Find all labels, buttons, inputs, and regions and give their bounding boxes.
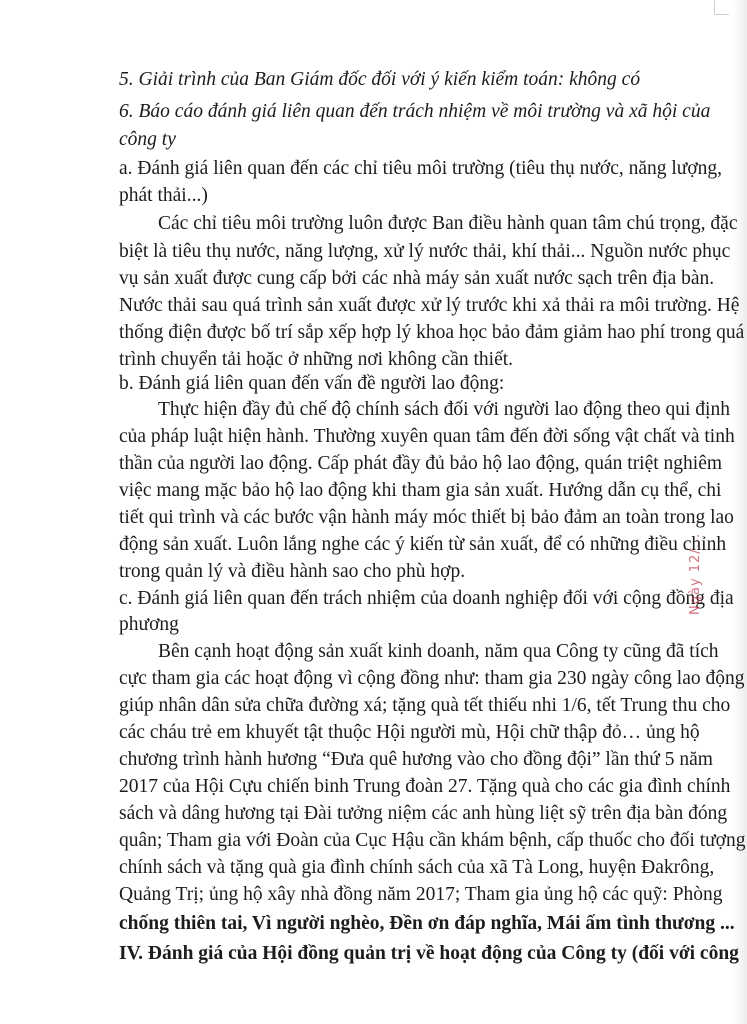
paragraph-line: Bên cạnh hoạt động sản xuất kinh doanh, năm qua Công ty cũng đã tích — [158, 641, 719, 662]
section-heading-5: 5. Giải trình của Ban Giám đốc đối với ý kiến kiểm toán: không có — [119, 69, 641, 90]
paragraph-line: 2017 của Hội Cựu chiến binh Trung đoàn 27. Tặng quà cho các gia đình chính — [119, 776, 731, 797]
section-heading-iv-cont: IV. Đánh giá của Hội đồng quản trị về hoạt động của Công ty (đối với công — [119, 943, 739, 964]
paragraph-line: cực tham gia các hoạt động vì cộng đồng như: tham gia 230 ngày công lao động — [119, 668, 745, 689]
paragraph-line: Quảng Trị; ủng hộ xây nhà đồng năm 2017; Tham gia ủng hộ các quỹ: Phòng — [119, 884, 723, 905]
paragraph-line: chính sách và tặng quà gia đình chính sách của xã Tà Long, huyện Đakrông, — [119, 857, 715, 878]
paragraph-line: các cháu trẻ em khuyết tật thuộc Hội người mù, Hội chữ thập đỏ… ủng hộ — [119, 722, 700, 743]
paragraph-line: sách và dâng hương tại Đài tưởng niệm các anh hùng liệt sỹ trên địa bàn đóng — [119, 803, 728, 824]
paragraph-line: biệt là tiêu thụ nước, năng lượng, xử lý nước thải, khí thải... Nguồn nước phục — [119, 241, 731, 262]
margin-annotation: Ngày 12/... — [688, 532, 703, 615]
paragraph-line: việc mang mặc bảo hộ lao động khi tham gia sản xuất. Hướng dẫn cụ thể, chi — [119, 480, 722, 501]
paragraph-line: chương trình hành hương “Đưa quê hương vào cho đồng đội” lần thứ 5 năm — [119, 749, 713, 770]
paragraph-line: giúp nhân dân sửa chữa đường xá; tặng quà tết thiếu nhi 1/6, tết Trung thu cho — [119, 695, 731, 716]
paragraph-line: thống điện được bố trí sắp xếp hợp lý khoa học bảo đảm giảm hao phí trong quá — [119, 322, 745, 343]
paragraph-line: vụ sản xuất được cung cấp bởi các nhà máy sản xuất nước sạch trên địa bàn. — [119, 268, 715, 289]
paragraph-line: Thực hiện đầy đủ chế độ chính sách đối với người lao động theo qui định — [158, 399, 730, 420]
subheading-a-cont: phát thải...) — [119, 185, 208, 206]
section-heading-iv: chống thiên tai, Vì người nghèo, Đền ơn đáp nghĩa, Mái ấm tình thương ... — [119, 913, 735, 934]
paragraph-line: động sản xuất. Luôn lắng nghe các ý kiến từ sản xuất, để có những điều chỉnh — [119, 534, 727, 555]
paragraph-line: trình chuyển tải hoặc ở những nơi không cần thiết. — [119, 349, 514, 370]
paragraph-line: tiết qui trình và các bước vận hành máy móc thiết bị bảo đảm an toàn trong lao — [119, 507, 734, 528]
section-heading-6-cont: công ty — [119, 129, 176, 150]
paragraph-line: trong quản lý và điều hành sao cho phù hợp. — [119, 561, 466, 582]
paragraph-line: thần của người lao động. Cấp phát đầy đủ bảo hộ lao động, quán triệt nghiêm — [119, 453, 723, 474]
subheading-b: b. Đánh giá liên quan đến vấn đề người lao động: — [119, 373, 505, 394]
paragraph-line: quân; Tham gia với Đoàn của Cục Hậu cần khám bệnh, cấp thuốc cho đối tượng — [119, 830, 746, 851]
paragraph-line: Các chỉ tiêu môi trường luôn được Ban điều hành quan tâm chú trọng, đặc — [158, 213, 738, 234]
subheading-a: a. Đánh giá liên quan đến các chỉ tiêu môi trường (tiêu thụ nước, năng lượng, — [119, 158, 723, 179]
section-heading-6: 6. Báo cáo đánh giá liên quan đến trách nhiệm về môi trường và xã hội của — [119, 101, 711, 122]
paragraph-line: Nước thải sau quá trình sản xuất được xử lý trước khi xả thải ra môi trường. Hệ — [119, 295, 740, 316]
subheading-c: c. Đánh giá liên quan đến trách nhiệm của doanh nghiệp đối với cộng đồng địa — [119, 588, 734, 609]
subheading-c-cont: phương — [119, 614, 179, 635]
paragraph-line: của pháp luật hiện hành. Thường xuyên quan tâm đến đời sống vật chất và tinh — [119, 426, 735, 447]
